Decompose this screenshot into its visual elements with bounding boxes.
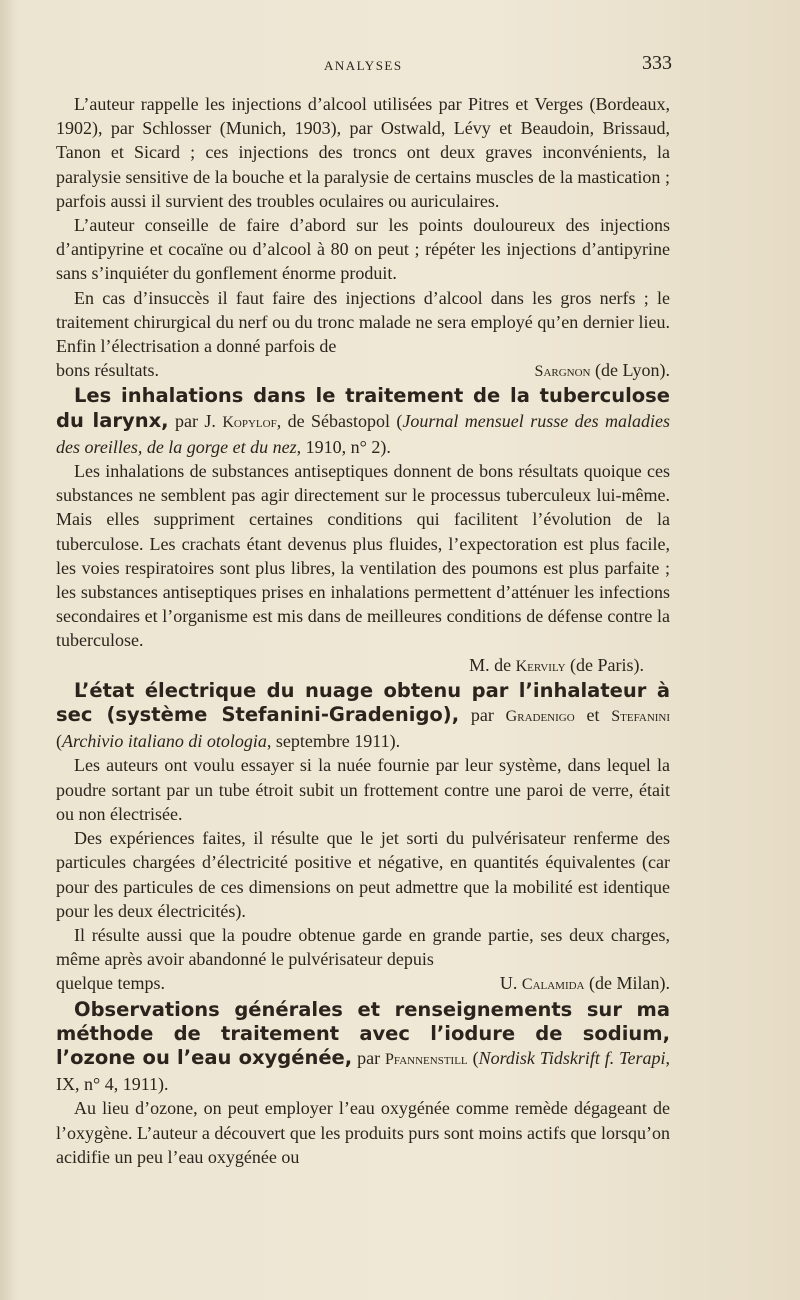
paragraph: L’auteur conseille de faire d’abord sur les points douloureux des injections d’antipyrine et cocaïne ou d’alcool à 80 on peut ; répéter les injections d’antipyrine sans s’inquiéter du gonflement énorme produit. <box>56 215 670 284</box>
entry-author: Kopylof <box>222 413 277 431</box>
entry-title: L’état électrique du nuage obtenu par l’inhalateur à sec (système Stefanini-Gradenigo), <box>56 678 670 727</box>
entry-journal: Nordisk Tidskrift f. Terapi <box>478 1047 666 1068</box>
page-body <box>56 92 670 1169</box>
signature <box>500 971 670 997</box>
signature-author: Calamida <box>521 976 585 994</box>
signature-line <box>56 358 670 384</box>
paragraph: L’auteur rappelle les injections d’alcool utilisées par Pitres et Verges (Bordeaux, 1902), par Schlosser (Munich, 1903), par Ostwald, Lévy et Beaudoin, Brissaud, Tanon et Sicard ; ces injections des troncs ont deux graves inconvénients, la paralysie sensitive de la bouche et la paralysie de certains muscles de la mastication ; parfois aussi il survient des troubles oculaires ou auriculaires. <box>56 94 670 211</box>
signature-author: Sargnon <box>534 363 591 381</box>
signature-line <box>56 971 670 997</box>
paragraph: Les auteurs ont voulu essayer si la nuée fournie par leur système, dans lequel la poudre sortant par un tube étroit subit un frottement contre une paroi de verre, était ou non électrisée. <box>56 755 670 824</box>
paragraph: Au lieu d’ozone, on peut employer l’eau oxygénée comme remède dégageant de l’oxygène. L’auteur a découvert que les produits purs sont moins actifs que lorsqu’on acidifie un peu l’eau oxygénée ou <box>56 1098 670 1167</box>
signature-place: (de Milan). <box>589 973 670 994</box>
review-entry: Observations générales et renseignements sur ma méthode de traitement avec l’iodure de sodium, l’ozone ou l’eau oxygénée, par Pfannenstill (Nordisk Tidskrift f. Terapi, IX, n° 4, 1911). <box>56 997 671 1095</box>
page-header <box>0 52 800 76</box>
entry-by: par J. <box>175 410 216 431</box>
entry-ref: , IX, n° 4, 1911). <box>56 1047 671 1095</box>
paragraph: Il résulte aussi que la poudre obtenue garde en grande partie, ses deux charges, même après avoir abandonné le pulvérisateur depuis <box>56 924 670 970</box>
review-entry <box>56 384 670 459</box>
entry-by: par <box>357 1047 381 1068</box>
entry-author: Gradenigo <box>505 708 575 726</box>
page-number: 333 <box>642 52 672 74</box>
paragraph: En cas d’insuccès il faut faire des injections d’alcool dans les gros nerfs ; le traitement chirurgical du nerf ou du tronc malade ne sera employé qu’en dernier lieu. Enfin l’électrisation a donné parfois de <box>56 287 670 357</box>
signature <box>56 653 670 679</box>
entry-ref: , 1910, n° 2). <box>296 436 391 457</box>
entry-journal: Archivio italiano di otologia <box>62 731 267 752</box>
entry-by: par <box>470 705 494 726</box>
signature-place: (de Paris). <box>570 654 644 675</box>
signature-author: Kervily <box>515 657 566 675</box>
entry-and: et <box>586 705 600 726</box>
entry-title: Observations générales et renseignements sur ma méthode de traitement avec l’iodure de sodium, l’ozone ou l’eau oxygénée, <box>56 997 670 1069</box>
entry-from: , de Sébastopol ( <box>276 410 403 431</box>
entry-ref: , septembre 1911). <box>266 731 401 752</box>
signature-initial: U. <box>499 973 518 994</box>
running-head: ANALYSES <box>324 58 403 73</box>
entry-title: Les inhalations dans le traitement de la tuberculose du larynx, <box>56 384 670 432</box>
entry-author: Pfannenstill <box>385 1050 468 1068</box>
entry-journal: Journal mensuel russe des maladies des oreilles, de la gorge et du nez <box>56 410 671 457</box>
signature <box>535 358 670 384</box>
review-entry: L’état électrique du nuage obtenu par l’inhalateur à sec (système Stefanini-Gradenigo), par Gradenigo et Stefanini (Archivio italiano di otologia, septembre 1911). <box>56 678 671 752</box>
signature-place: (de Lyon). <box>595 360 670 381</box>
paragraph-end: quelque temps. <box>56 973 165 994</box>
signature-prefix: M. de <box>469 654 512 675</box>
entry-author: Stefanini <box>611 708 671 726</box>
paragraph-end: bons résultats. <box>56 360 159 381</box>
paragraph: Les inhalations de substances antiseptiques donnent de bons résultats quoique ces substances ne semblent pas agir directement sur le processus tuberculeux lui-même. Mais elles suppriment certaines conditions qui facilitent l’évolution de la tuberculose. Les crachats étant devenus plus fluides, l’expectoration est plus facile, les voies respiratoires sont plus libres, la ventilation des poumons est plus parfaite ; les substances antiseptiques prises en inhalations permettent d’atténuer les infections secondaires et l’organisme est mis dans de meilleures conditions de défense contre la tuberculose. <box>56 461 670 651</box>
paragraph: Des expériences faites, il résulte que le jet sorti du pulvérisateur renferme des particules chargées d’électricité positive et négative, en quantités équivalentes (car pour des particules de ces dimensions on peut admettre que la mobilité est identique pour les deux électricités). <box>56 828 670 921</box>
